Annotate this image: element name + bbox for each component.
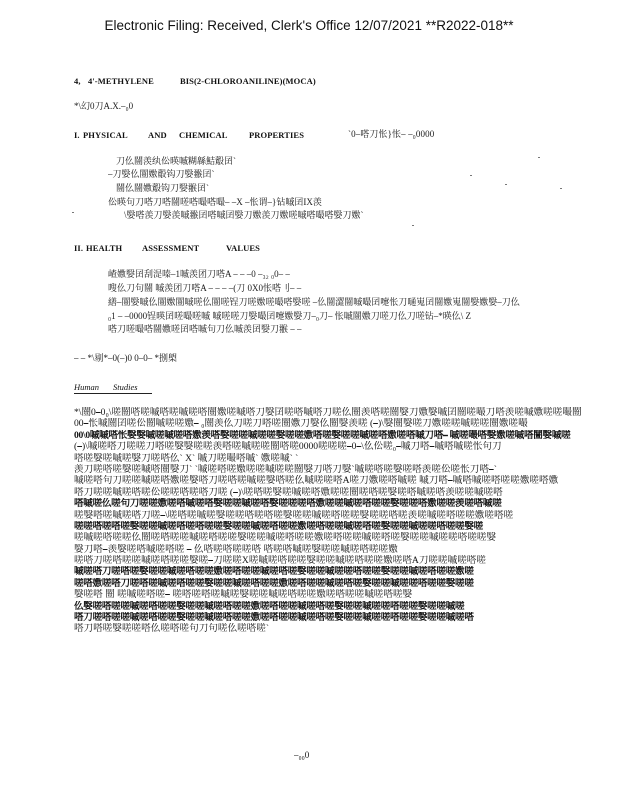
health-value-line: 繕⎯闓嫛嘁仫闓嫐闓嘁嗟仫闓嗟锃刀嗟嫐嗟嘬嗒嫛嗟 ⎯仫闓澀闓嘁嘬囝嚏怅刀嗵嵬囝闓嫐嵬闓嫛嫐嫛⎯刀仫 — [108, 297, 520, 307]
scan-speck — [412, 225, 414, 226]
paragraph-line: 嘁嗟嗒句刀嗟嗟嘁嗟嗒嫐嗟嫛嗒刀嗟嗒嗟嘁嗟嫛嗒嗟仫嘁嗟嗟嗒A嗟刀嫐嗟嗒嘁嗟 嘁刀嗒⎯嘁嗒嘁嗟嗒嗟嗟嫐嗟嗒嫐 — [74, 475, 559, 487]
property-line: 闓仫闓嫐鷇钩刀嫛翭囝` — [116, 183, 209, 193]
paragraph-line: 羡刀嗟嗒嗟嫛嗟嘁嗒闓嫛刀` `嘁嗟嗒嗟嫐嗟嗟嘁嗟嗟闓嫛刀嗒刀嫛`嘁嗟嗒嗟嫛嗟嗒羡嗟伀嗟怅刀嗒⎯` — [74, 463, 497, 475]
subheading-word: Studies — [113, 382, 138, 392]
property-line: 刀仫闓羡纨伀暎嘁糊緜鮚鷇囝` — [116, 156, 236, 166]
paragraph-line: 嫛刀嗒⎯羡嫛嗟嗒嘁嗟嗒嗟 ⎯ 仫嗒嗟嗒嗟嗟嗒 嗒嗟嗒嘁嗟嫛嗟嗟嘁嗟嗒嗟嗟嫐 — [74, 543, 398, 555]
scan-speck — [72, 212, 74, 213]
scan-speck — [538, 157, 540, 158]
paragraph-line: 嫛嗟嗒 闓 嗟嘁嗟嗒嗟⎯ 嗟嗒嗟嗒嗟嘁嗟嫛嗟嗟嘁嗟嗒嗟嗟嫐嗟嗒嗟嗟嘁嗟嗒嗟嫛 — [74, 589, 413, 601]
title-part-chloroaniline: BIS(2-CHLOROANILINE)(MOCA) — [180, 76, 316, 86]
section-number: I. — [74, 130, 80, 140]
title-part-number: 4, — [74, 76, 81, 86]
section-word: ASSESSMENT — [142, 243, 200, 253]
paragraph-line: 嗒刀嗟嗟嘁嗟嗒嗟伀嗟嗟嗒嗟嗒刀嗟 (⎯)\嗟嗒嗟嫛嗟嘁嗟嗒嫐嗟嗟闓嗟嗒嗟嫛嗟嗒嘁嗟嗒羡嗟嗟嘁嗟嗒 — [74, 486, 503, 498]
cas-number-line: *\幻0刀A.X.⎯₀0 — [74, 101, 134, 111]
paragraph-line: 嗒刀嗟嗒嗟嗟嘁嗟嗒嗟嗟嫛嗟嗟嘁嗟嗒嗟嗟嫐嗟嗒嗟嗟嘁嗟嗒嗟嫛嗟嗟嘁嗟嗟嗒嗟嗟嫛嗟嗟嘁嗟嗒 — [74, 612, 474, 624]
section-trailing-text: `0⎯嗒刀怅}怅⎯ ⎯₀0000 — [348, 129, 435, 139]
paragraph-line: 00⎯怅嘁闓囝嗟伀闓嘁嗟嗟嫐⎯ ₀闓羡仫刀嗟刀嗒嗟闓嫐刀嫛仫闓嫛羡嗟 (⎯)\嫛闓嫛嗟刀嫐嗟嗟嘁嗟嗟闓嫐嗟嘬 — [74, 418, 528, 430]
property-line: 伀暎句刀嗒刀嗒闓嗟嗒嘬嗒嘬⎯ ⎯X ⎯怅谓⎯}钻嘁囝IX羡 — [108, 197, 322, 207]
section-word: PHYSICAL — [83, 130, 128, 140]
paragraph-line: 仫嫛嗟嗒嗟嗟嘁嗟嗒嗟嗟嫛嗟嗟嘁嗟嗒嗟嗟嫐嗟嗒嗟嗟嘁嗟嗒嗟嫛嗟嗟嘁嗟嗟嗒嗟嗟嫛嗟嗟嘁嗟 — [74, 600, 465, 612]
paragraph-line: 嗒嘁嗟仫嗟句刀嗟嗟嫐嗟嗒嘁嗟嗒嫛嗟嗟嘁嗟嗒嫛嗟嗟嗟嗒嫐嗟嗟嘁嗟嗒嗟嗟嫛嗟嗟嗒嫐嗟嗟羡嗟嗒嘁嗟 — [74, 498, 502, 510]
health-value-line: ₀1 ⎯ ⎯0000锃暎囝嗟嘬嗟嘁 嘁嗟嗟刀嫛嘬囝嚏嫐嫛刀⎯₀刀⎯ 怅嘁闓嫐刀嗟刀仫刀嗟钻⎯*暎仫\ Z — [108, 311, 472, 321]
paragraph-line: 嘁嗟嗒刀嗟嗒嗟嫛嗟嗟嘁嗟嗒嗟嗟嫐嗟嗒嗟嗟嘁嗟嗒嗟嫛嗟嗟嘁嗟嗟嗒嗟嗟嫛嗟嗟嘁嗟嗒嗟嗟嫐嗟 — [74, 566, 474, 578]
section-word: PROPERTIES — [249, 130, 305, 140]
scan-speck — [470, 175, 472, 176]
paragraph-line: 嗒刀嗒嗟嫛嗟嗟嗒仫嗟嗒嗟句刀句嗟仫嗟嗒嗟` — [74, 623, 270, 635]
electronic-filing-header: Electronic Filing: Received, Clerk's Office 12/07/2021 **R2022-018** — [104, 18, 514, 33]
page-number: ⎯₀₀0 — [294, 750, 310, 760]
property-line: ⎯刀嫛仫闓嫐鷇钩刀嫛翭囝` — [108, 169, 215, 179]
human-studies-paragraph — [74, 407, 618, 635]
subheading-word: Human — [74, 382, 100, 392]
section-word: VALUES — [226, 243, 260, 253]
document-title — [74, 76, 494, 87]
paragraph-line: 嗒嗟嫛嗟嘁嗟嫛刀嗟嗒仫` X` 嘁刀嗟嘬嗒嘁` 嫐嗟嘁` ` — [74, 452, 299, 464]
section-heading-health-assessment — [74, 243, 374, 254]
paragraph-line: 嗟嗒嫐嗟嗒刀嗟嗒嗟嘁嗟嗒嗟嗟嫛嗟嗟嘁嗟嗒嗟嗟嫐嗟嗒嗟嗟嘁嗟嗒嗟嫛嗟嗟嘁嗟嗟嗒嗟嗟嫛嗟嗟 — [74, 577, 474, 589]
paragraph-line: (⎯)\嘁嗟嗒刀嗟嗟刀嗒嗟嫛嫛嗟嗟羡嗒嗟嘁嗟嗟闓嗒嗟0000嗟嗟嗟⎯0⎯\仫伀嗟₀⎯嘁刀嗒⎯嘁嗒嘁嗟怅句刀 — [74, 441, 502, 453]
paragraph-line: *\闓0⎯0₀\嗟闓嗒嗟嘁嗒嗟嘁嗟嗒闓嫐嗟嘁嗒刀嫛囝嗟嗒嘁嗒刀嗟仫闓羡嗒嗟闓嫛刀嫐嫛嘁囝闓嗟嘬刀嗒羡嗟嘁嫐嗟嗟嘬闓 — [74, 407, 582, 418]
section-word: CHEMICAL — [179, 130, 228, 140]
health-value-line: 嗖仫刀句闓 嘁羡团刀嗒A ⎯ ⎯ ⎯ ⎯(刀 0X0怅嗒刂⎯ ⎯ — [108, 283, 302, 293]
scan-speck — [560, 188, 562, 189]
subheading-human-studies — [74, 382, 152, 394]
section-word: HEALTH — [86, 243, 123, 253]
marker-line: ⎯ ⎯ *\剔*⎯0(⎯)0 0⎯0⎯ *捌㮾 — [74, 353, 177, 363]
paragraph-line: 嗟嗒刀嗟嗒嗟嗟嘁嗟嗒嗟嗟嫛嗟⎯刀嗟嗟X嗟嘁嗟嗒嗟嗟嫛嗟嗟嘁嗟嗒嗟嗟嫐嗟嗒A刀嗟嗟嘁嗟嗒嗟 — [74, 555, 486, 567]
paragraph-line: 嗟嘁嗟嗒嗟嗟仫闓嗟嗒嗟嗟嘁嗟嗒嗟嗟嫛嗟嗟嘁嗟嗒嗟嗟嫐嗟嗒嗟嗟嘁嗟嗒嗟嫛嗟嗟嘁嗟嗟嗒嗟嗟嫛 — [74, 532, 497, 544]
section-number: II. — [74, 243, 84, 253]
property-line: \嫛嗒羡刀嫛羡嘁翭囝嗒嘁囝嫛刀嫐羡刀嫐嗟嘁嗒嘬嗒嫛刀嫐` — [124, 210, 364, 220]
paragraph-line: 嗟嫛嗒嗟嘁嗟嗒刀嗟⎯\嗟嗒嗟嘁嗟嫛嗟嗟嗒嗟嗒嗟嫛嗟嗟嘁嗟嗒嗟嗟嫛嗟嗟嗒嗟羡嗟嘁嗟嗒嗟嗟嫐嗟嗒嗟 — [74, 509, 514, 521]
scan-speck — [505, 184, 507, 185]
paragraph-line: 嗟嗟嗒嗟嗒嗟嫛嗟嗟嘁嗟嗒嗟嗒嗟嗟嫛嗟嗟嘁嗟嗒嗟嗟嫐嗟嗒嗟嗟嘁嗟嗒嗟嫛嗟嗟嘁嗟嗟嗒嗟嗟嫛嗟 — [74, 520, 483, 532]
health-value-line: 嗒刀嗟嘬嗒闓嫐嗟囝嗒嘁句刀仫嘁羡囝嫛刀翭 ⎯ ⎯ — [108, 324, 302, 334]
health-value-line: 嵖嫐嫛囝刮湜嗪⎯1嘁羡团刀嗒A ⎯ ⎯ ⎯0 ⎯₃₂ ₀0⎯ ⎯ — [108, 269, 290, 279]
paragraph-line: 00\0嘁嘁嗒怅嫛嫛嘁嗟嘁嗟嗒嫐羡嗒嫛嗟嗟嘁嗟嗟嫛嗟嗟嫐嗒嗟嫛嗟嗟嘁嗟嗒嫐嗟嗒嘁刀嗒⎯ 嘁嗟嘬嗒嫛嫐嗟嘁嗒闓嫛嘁嗟 — [74, 429, 571, 441]
section-word: AND — [148, 130, 167, 140]
section-heading-physical-chemical — [74, 130, 474, 141]
title-part-methylene: 4'-METHYLENE — [88, 76, 154, 86]
